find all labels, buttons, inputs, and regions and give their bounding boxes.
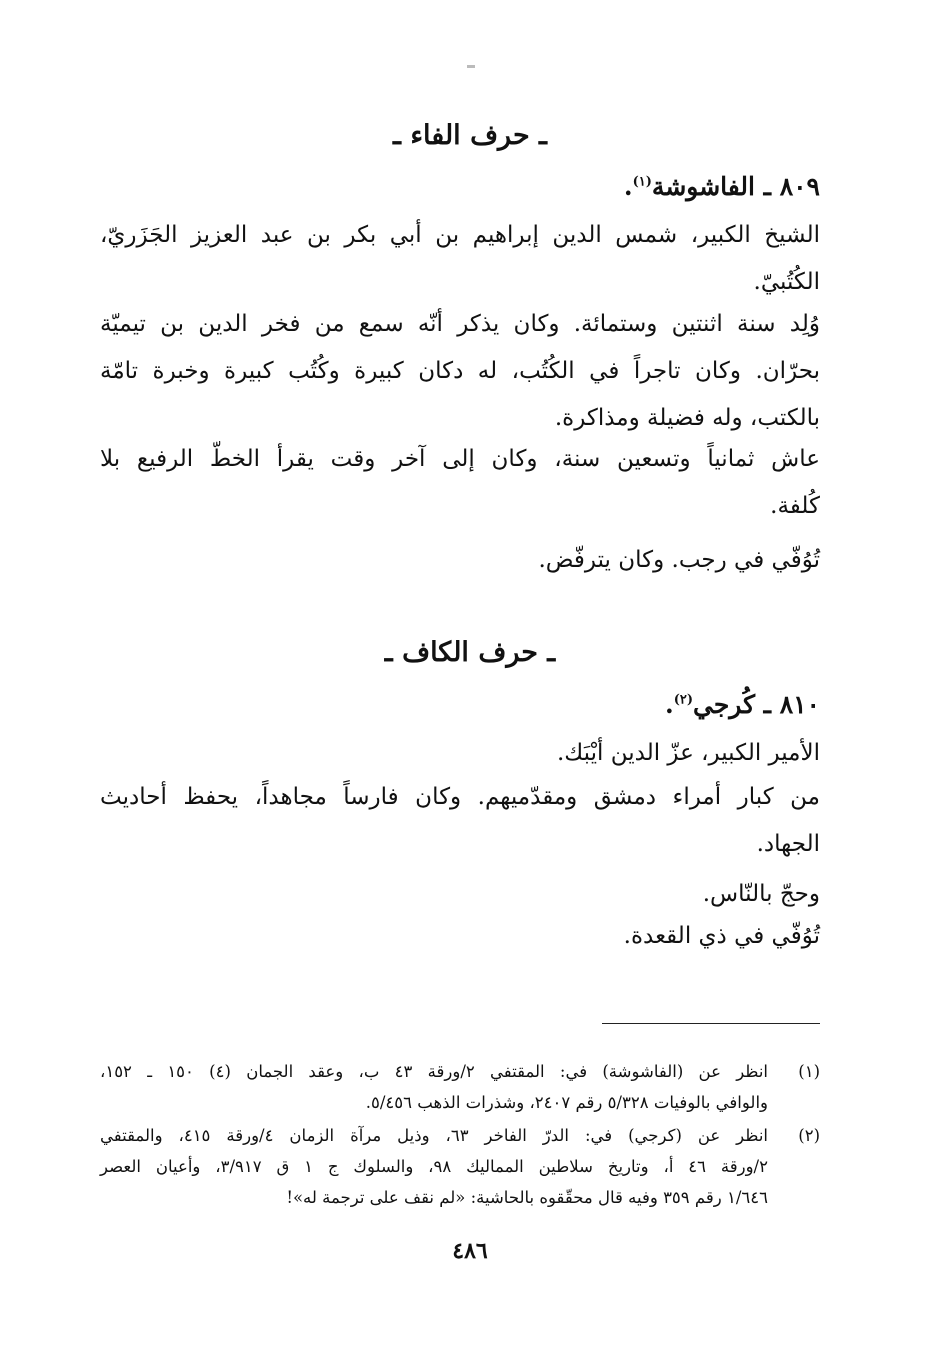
entry-809-para-1 [100, 212, 820, 306]
entry-809-para-3 [100, 436, 820, 530]
entry-810-para-3 [100, 871, 820, 918]
text-line: بالكتب، وله فضيلة ومذاكرة. [554, 405, 820, 431]
text-line: عاش ثمانياً وتسعين سنة، وكان إلى آخر وقت يقرأ الخطّ الرفيع بلا [100, 446, 820, 472]
entry-809-name: ٨٠٩ ـ الفاشوشة [651, 172, 820, 201]
footnote-mark-1: (١) [632, 174, 652, 190]
text-line: بحرّان. وكان تاجراً في الكُتُب، له دكان كبيرة وكُتُب كبيرة وخبرة تامّة [100, 358, 820, 384]
text-line: تُوُفّي في رجب. وكان يترفّض. [538, 547, 820, 573]
footnote-line: والوافي بالوفيات ٥/٣٢٨ رقم ٢٤٠٧، وشذرات الذهب ٥/٤٥٦. [365, 1093, 768, 1112]
text-line: كُلفة. [770, 493, 820, 519]
footnote-separator [602, 1023, 820, 1024]
text-line: الشيخ الكبير، شمس الدين إبراهيم بن أبي بكر بن عبد العزيز الجَزَريّ، [100, 222, 820, 248]
entry-810-para-2 [100, 774, 820, 868]
entry-809-title [100, 172, 820, 201]
entry-810-name: ٨١٠ ـ كُرجي [692, 690, 820, 719]
footnote-2 [100, 1120, 820, 1213]
text-line: وحجّ بالنّاس. [702, 881, 820, 907]
footnote-line: انظر عن (الفاشوشة) في: المقتفي ٢/ورقة ٤٣ ب، وعقد الجمان (٤) ١٥٠ ـ ١٥٢، [100, 1062, 769, 1081]
text-line: وُلِد سنة اثنتين وستمائة. وكان يذكر أنّه سمع من فخر الدين بن تيميّة [100, 311, 820, 337]
entry-809-para-2 [100, 301, 820, 442]
entry-809-para-4 [100, 537, 820, 584]
text-line: الأمير الكبير، عزّ الدين أيْبَك. [556, 740, 820, 766]
footnote-line: ١/٦٤٦ رقم ٣٥٩ وفيه قال محقّقوه بالحاشية: «لم نقف على ترجمة له»! [286, 1188, 768, 1207]
section-heading-fa: ـ حرف الفاء ـ [393, 120, 547, 151]
entry-810-para-4 [100, 913, 820, 960]
text-line: الكُتُبيّ. [753, 269, 820, 295]
text-line: تُوُفّي في ذي القعدة. [623, 923, 820, 949]
footnote-line: ٢/ورقة ٤٦ أ، وتاريخ سلاطين المماليك ٩٨، والسلوك ج ١ ق ٣/٩١٧، وأعيان العصر [100, 1157, 768, 1176]
section-heading-kaf: ـ حرف الكاف ـ [384, 637, 556, 668]
text-line: الجهاد. [756, 831, 820, 857]
page-number: ٤٨٦ [452, 1238, 488, 1264]
entry-810-para-1 [100, 730, 820, 777]
scan-speck [467, 65, 475, 68]
footnote-mark-2: (٢) [673, 692, 693, 708]
text-line: من كبار أمراء دمشق ومقدّميهم. وكان فارساً مجاهداً، يحفظ أحاديث [100, 784, 820, 810]
footnote-line: انظر عن (كرجي) في: الدرّ الفاخر ٦٣، وذيل مرآة الزمان ٤/ورقة ٤١٥، والمقتفي [100, 1126, 768, 1145]
entry-809-period: . [623, 172, 633, 201]
entry-810-title [100, 690, 820, 719]
footnote-1 [100, 1056, 820, 1118]
footnote-number: (١) [798, 1062, 820, 1081]
footnote-number: (٢) [798, 1126, 820, 1145]
entry-810-period: . [664, 690, 674, 719]
